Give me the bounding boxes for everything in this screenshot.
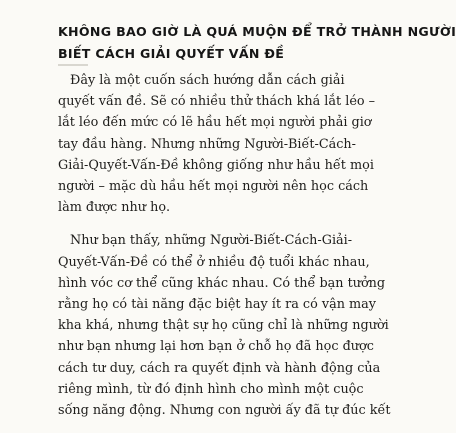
paragraph-line: cách tư duy, cách ra quyết định và hành động của	[58, 360, 381, 376]
paragraph-line: Đây là một cuốn sách hướng dẫn cách giải	[70, 73, 345, 88]
paragraph-line: hình vóc cơ thể cũng khác nhau. Có thể bạn tưởng	[58, 275, 386, 291]
paragraph-line: người – mặc dù hầu hết mọi người nên học cách	[58, 179, 369, 195]
paragraph-line: Như bạn thấy, những Người-Biết-Cách-Giải-	[70, 233, 353, 249]
paragraph-line: sống năng động. Nhưng con người ấy đã tự đúc kết	[58, 403, 391, 419]
paragraph-line: Quyết-Vấn-Đề có thể ở nhiều độ tuổi khác nhau,	[58, 254, 370, 270]
body-text	[58, 70, 390, 433]
paragraph-line: rằng họ có tài năng đặc biệt hay ít ra có vận may	[58, 297, 377, 313]
paragraph-line: riêng mình, từ đó định hình cho mình một cuộc	[58, 381, 364, 397]
paragraph-line: kha khá, nhưng thật sự họ cũng chỉ là những người	[58, 318, 389, 334]
chapter-heading-line-1: KHÔNG BAO GIỜ LÀ QUÁ MUỘN ĐỂ TRỞ THÀNH NGƯỜI	[58, 24, 456, 39]
chapter-heading-line-2: BIẾT CÁCH GIẢI QUYẾT VẤN ĐỀ	[58, 46, 285, 61]
paragraph-line: làm được như họ.	[58, 200, 171, 216]
heading-divider	[58, 64, 88, 66]
paragraph-line: Giải-Quyết-Vấn-Đề không giống như hầu hết mọi	[58, 157, 374, 173]
paragraph-line: quyết vấn đề. Sẽ có nhiều thử thách khá lắt léo –	[58, 94, 376, 110]
paragraph-1	[58, 70, 390, 218]
chapter-heading	[58, 21, 456, 65]
paragraph-line: tay đầu hàng. Nhưng những Người-Biết-Cách-	[58, 136, 357, 152]
paragraph-line: lắt léo đến mức có lẽ hầu hết mọi người phải giơ	[58, 115, 372, 131]
paragraph-2	[58, 230, 390, 421]
paragraph-line: như bạn nhưng lại hơn bạn ở chỗ họ đã học được	[58, 339, 374, 355]
